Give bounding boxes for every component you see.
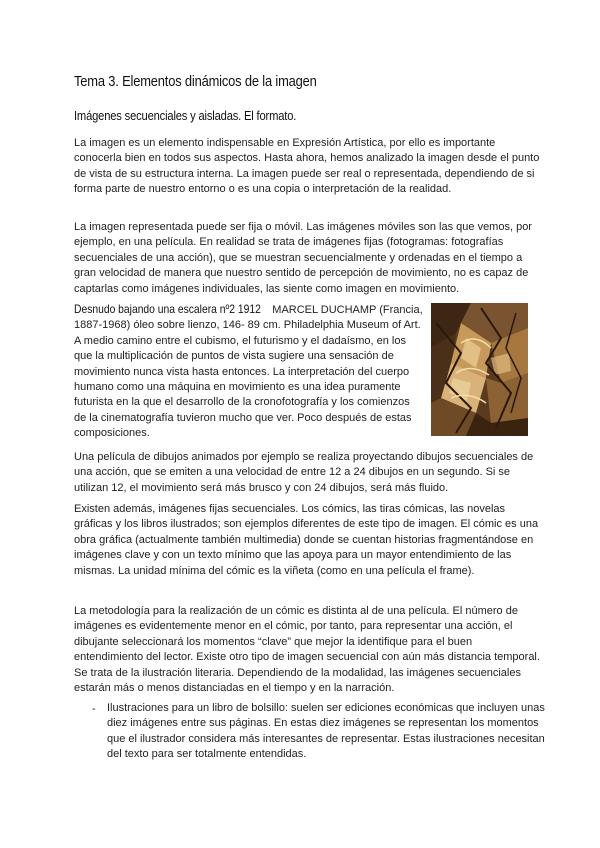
paragraph-5: La metodología para la realización de un cómic es distinta al de una película. El número de imágenes es evidentemente menor en el cómic, por tanto, para representar una acción, el dibujante seleccionará los momentos “clave” que mejor la identifique para el buen entendimiento del lector. Existe otro tipo de imagen secuencial con aún más distancia temporal. Se trata de la ilustración literaria. Dependiendo de la modalidad, las imágenes secuenciales estarán más o menos distanciadas en el tiempo y en la narración. (74, 605, 540, 695)
figure-title: Desnudo bajando una escalera nº2 1912 (74, 302, 261, 316)
painting-illustration (431, 303, 528, 436)
paragraph-3: Una película de dibujos animados por ejemplo se realiza proyectando dibujos secuenciales de una acción, que se emiten a una velocidad de entre 12 a 24 dibujos en un segundo. Si se utilizan 12, el movimiento será más brusco y con 24 dibujos, será más fluido. (74, 451, 534, 494)
figure-caption: MARCEL DUCHAMP (Francia, 1887-1968) óleo sobre lienzo, 146- 89 cm. Philadelphia Museum of Art. A medio camino entre el cubismo, el futurismo y el dadaísmo, en los que la multiplicación de puntos de vista sugiere una sensación de movimiento nunca vista hasta entonces. La interpretación del cuerpo humano como una máquina en movimiento es una idea puramente futurista en la que el desarrollo de la cronofotografía y los comienzos de la cinematografía tuvieron mucho que ver. Poco después de estas composiciones. (74, 304, 423, 440)
bullet-marker: - (92, 703, 96, 715)
section-heading: Imágenes secuenciales y aisladas. El formato. (74, 108, 297, 123)
bullet-item: Ilustraciones para un libro de bolsillo: suelen ser ediciones económicas que incluyen unas diez imágenes entre sus páginas. En estas diez imágenes se representan los momentos que el ilustrador considera más interesantes de representar. Estas ilustraciones necesitan del texto para ser totalmente entendidas. (107, 702, 545, 761)
figure-caption-block (74, 302, 424, 442)
duchamp-painting-image (431, 303, 528, 436)
paragraph-2: La imagen representada puede ser fija o móvil. Las imágenes móviles son las que vemos, por ejemplo, en una película. En realidad se trata de imágenes fijas (fotogramas: fotografías secuenciales de una acción), que se muestran secuencialmente y ordenadas en el tiempo a gran velocidad de manera que nuestro sentido de percepción de movimiento, no es capaz de captarlas como imágenes individuales, las siente como imagen en movimiento. (74, 221, 532, 295)
page-title: Tema 3. Elementos dinámicos de la imagen (74, 73, 317, 90)
paragraph-4: Existen además, imágenes fijas secuenciales. Los cómics, las tiras cómicas, las novelas gráficas y los libros ilustrados; son ejemplos diferentes de este tipo de imagen. El cómic es una obra gráfica (actualmente también multimedia) donde se cuentan historias fragmentándose en imágenes clave y con un texto mínimo que las apoya para un mayor entendimiento de las mismas. La unidad mínima del cómic es la viñeta (como en una película el frame). (74, 503, 539, 577)
paragraph-1: La imagen es un elemento indispensable en Expresión Artística, por ello es importante conocerla bien en todos sus aspectos. Hasta ahora, hemos analizado la imagen desde el punto de vista de su estructura interna. La imagen puede ser real o representada, dependiendo de si forma parte de nuestro entorno o es una copia o interpretación de la realidad. (74, 137, 540, 196)
